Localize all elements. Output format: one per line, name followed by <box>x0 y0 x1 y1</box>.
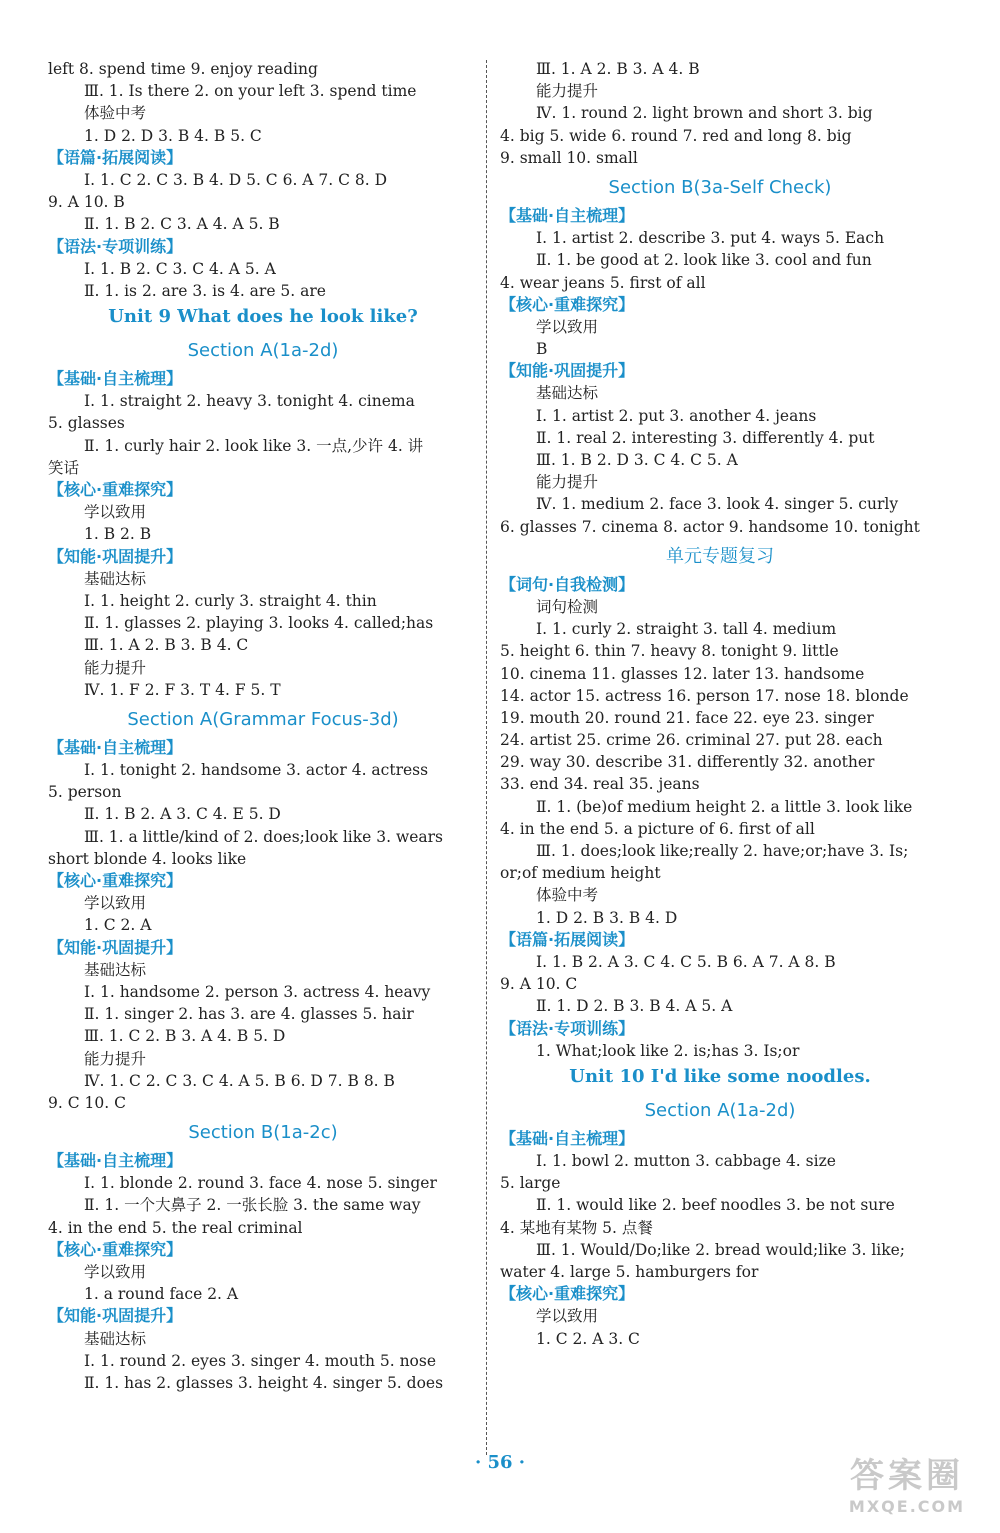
section-heading: Section B(3a-Self Check) <box>608 176 832 198</box>
answer-line: 29. way 30. describe 31. differently 32. another <box>500 753 875 772</box>
answer-line: Ⅱ. 1. (be)of medium height 2. a little 3. look like <box>536 797 913 816</box>
answer-line: Ⅰ. 1. B 2. C 3. C 4. A 5. A <box>84 259 276 278</box>
section-tag: 【语法·专项训练】 <box>500 1018 635 1038</box>
answer-line: Ⅲ. 1. A 2. B 3. B 4. C <box>84 636 249 655</box>
answer-line: 词句检测 <box>536 597 599 616</box>
answer-line: 1. C 2. A 3. C <box>536 1329 640 1348</box>
answer-line: 基础达标 <box>84 1329 147 1348</box>
answer-line: Ⅱ. 1. would like 2. beef noodles 3. be not sure <box>536 1196 895 1215</box>
section-tag: 【语法·专项训练】 <box>48 236 183 256</box>
answer-line: 19. mouth 20. round 21. face 22. eye 23. singer <box>500 708 874 727</box>
section-tag: 【基础·自主梳理】 <box>48 1151 183 1171</box>
answer-line: 学以致用 <box>536 317 599 336</box>
answer-line: 9. A 10. B <box>48 193 125 212</box>
watermark-logo-text: 答案圈 <box>850 1456 964 1496</box>
answer-line: 4. wear jeans 5. first of all <box>500 273 706 292</box>
answer-line: Ⅱ. 1. curly hair 2. look like 3. 一点,少许 4. 讲 <box>84 436 424 455</box>
section-heading: Section A(1a-2d) <box>644 1099 796 1121</box>
section-tag: 【知能·巩固提升】 <box>48 937 183 957</box>
answer-line: 9. small 10. small <box>500 148 638 167</box>
answer-line: 5. large <box>500 1174 561 1193</box>
section-heading: Section A(Grammar Focus-3d) <box>127 708 399 730</box>
answer-line: or;of medium height <box>500 864 661 883</box>
answer-line: 基础达标 <box>536 384 599 403</box>
column-divider <box>486 60 487 1455</box>
answer-line: Ⅳ. 1. F 2. F 3. T 4. F 5. T <box>84 680 281 699</box>
section-tag: 【核心·重难探究】 <box>500 1284 635 1304</box>
answer-line: Ⅱ. 1. D 2. B 3. B 4. A 5. A <box>536 997 733 1016</box>
section-tag: 【语篇·拓展阅读】 <box>500 929 635 949</box>
section-tag: 【基础·自主梳理】 <box>48 737 183 757</box>
answer-line: Ⅱ. 1. 一个大鼻子 2. 一张长脸 3. the same way <box>84 1196 421 1215</box>
answer-line: 4. in the end 5. a picture of 6. first of all <box>500 819 815 838</box>
answer-line: 4. 某地有某物 5. 点餐 <box>500 1218 653 1237</box>
answer-line: 学以致用 <box>84 894 147 913</box>
section-tag: 【核心·重难探究】 <box>500 294 635 314</box>
answer-line: 5. glasses <box>48 414 125 433</box>
answer-line: Ⅲ. 1. Is there 2. on your left 3. spend time <box>84 82 417 101</box>
answer-line: Ⅰ. 1. curly 2. straight 3. tall 4. medium <box>536 620 837 639</box>
answer-line: 5. height 6. thin 7. heavy 8. tonight 9. little <box>500 642 839 661</box>
answer-line: 5. person <box>48 783 122 802</box>
answer-line: Ⅰ. 1. artist 2. describe 3. put 4. ways 5. Each <box>536 229 885 248</box>
answer-line: B <box>536 340 548 359</box>
answer-line: 1. D 2. D 3. B 4. B 5. C <box>84 126 262 145</box>
answer-line: 14. actor 15. actress 16. person 17. nose 18. blonde <box>500 686 909 705</box>
answer-line: Ⅳ. 1. C 2. C 3. C 4. A 5. B 6. D 7. B 8. B <box>84 1071 395 1090</box>
section-tag: 【核心·重难探究】 <box>48 480 183 499</box>
answer-line: Ⅲ. 1. a little/kind of 2. does;look like 3. wears <box>84 827 444 846</box>
answer-line: 能力提升 <box>536 473 599 492</box>
section-heading: 单元专题复习 <box>666 545 774 567</box>
answer-line: 10. cinema 11. glasses 12. later 13. handsome <box>500 664 865 683</box>
answer-line: Ⅱ. 1. glasses 2. playing 3. looks 4. called;has <box>84 614 434 633</box>
answer-line: 能力提升 <box>536 82 599 101</box>
answer-line: short blonde 4. looks like <box>48 849 247 868</box>
answer-line: 6. glasses 7. cinema 8. actor 9. handsome 10. tonight <box>500 517 920 536</box>
answer-line: water 4. large 5. hamburgers for <box>500 1263 759 1281</box>
answer-line: 1. a round face 2. A <box>84 1285 239 1304</box>
answer-line: 能力提升 <box>84 658 147 677</box>
page-number: · 56 · <box>474 1452 526 1473</box>
answer-line: 1. What;look like 2. is;has 3. Is;or <box>536 1041 800 1060</box>
answer-line: Ⅲ. 1. A 2. B 3. A 4. B <box>536 60 700 78</box>
answer-line: Ⅰ. 1. round 2. eyes 3. singer 4. mouth 5. nose <box>84 1351 437 1370</box>
answer-line: Ⅰ. 1. C 2. C 3. B 4. D 5. C 6. A 7. C 8. D <box>84 170 388 189</box>
section-tag: 【基础·自主梳理】 <box>48 369 183 389</box>
answer-line: 1. B 2. B <box>84 525 152 544</box>
answer-line: Ⅰ. 1. blonde 2. round 3. face 4. nose 5. singer <box>84 1174 437 1193</box>
answer-line: Ⅱ. 1. be good at 2. look like 3. cool and fun <box>536 251 872 270</box>
answer-line: Ⅰ. 1. tonight 2. handsome 3. actor 4. actress <box>84 761 429 780</box>
answer-line: Ⅲ. 1. Would/Do;like 2. bread would;like 3. like; <box>536 1240 906 1259</box>
answer-line: Ⅰ. 1. height 2. curly 3. straight 4. thin <box>84 591 377 610</box>
answer-line: 基础达标 <box>84 960 147 979</box>
answer-line: Ⅳ. 1. round 2. light brown and short 3. big <box>536 104 873 123</box>
answer-line: Ⅰ. 1. bowl 2. mutton 3. cabbage 4. size <box>536 1152 836 1171</box>
answer-line: 学以致用 <box>84 503 147 522</box>
answer-line: 笑话 <box>48 458 80 477</box>
answer-line: Ⅱ. 1. B 2. C 3. A 4. A 5. B <box>84 215 280 234</box>
unit-title: Unit 10 I'd like some noodles. <box>569 1065 871 1087</box>
answer-line: 1. D 2. B 3. B 4. D <box>536 908 678 927</box>
section-tag: 【基础·自主梳理】 <box>500 205 635 225</box>
unit-title: Unit 9 What does he look like? <box>108 306 418 328</box>
answer-line: Ⅲ. 1. does;look like;really 2. have;or;have 3. Is; <box>536 842 909 860</box>
watermark-url: MXQE.COM <box>848 1497 966 1516</box>
answer-line: Ⅰ. 1. B 2. A 3. C 4. C 5. B 6. A 7. A 8. B <box>536 952 836 971</box>
section-tag: 【知能·巩固提升】 <box>48 546 183 566</box>
answer-line: 学以致用 <box>536 1307 599 1326</box>
answer-line: left 8. spend time 9. enjoy reading <box>48 60 318 78</box>
section-tag: 【语篇·拓展阅读】 <box>48 147 183 167</box>
answer-line: Ⅱ. 1. is 2. are 3. is 4. are 5. are <box>84 281 326 300</box>
answer-line: Ⅱ. 1. singer 2. has 3. are 4. glasses 5. hair <box>84 1005 414 1024</box>
answer-line: Ⅱ. 1. has 2. glasses 3. height 4. singer 5. does <box>84 1373 444 1392</box>
answer-line: 33. end 34. real 35. jeans <box>500 775 700 794</box>
section-tag: 【词句·自我检测】 <box>500 574 635 594</box>
answer-line: 体验中考 <box>536 886 599 905</box>
answer-line: 学以致用 <box>84 1263 147 1281</box>
answer-line: 基础达标 <box>84 569 147 588</box>
answer-line: 9. C 10. C <box>48 1093 126 1112</box>
section-tag: 【知能·巩固提升】 <box>500 361 635 381</box>
section-tag: 【基础·自主梳理】 <box>500 1128 635 1148</box>
answer-line: Ⅰ. 1. handsome 2. person 3. actress 4. heavy <box>84 982 431 1001</box>
answer-line: Ⅳ. 1. medium 2. face 3. look 4. singer 5. curly <box>536 495 899 514</box>
answer-line: 能力提升 <box>84 1049 147 1068</box>
answer-line: 24. artist 25. crime 26. criminal 27. put 28. each <box>500 731 883 750</box>
answer-line: 4. big 5. wide 6. round 7. red and long 8. big <box>500 126 852 145</box>
watermark-logo <box>832 1455 982 1525</box>
answer-line: 9. A 10. C <box>500 975 578 994</box>
answer-line: Ⅲ. 1. C 2. B 3. A 4. B 5. D <box>84 1027 286 1046</box>
answer-line: 1. C 2. A <box>84 916 152 935</box>
right-column <box>500 58 940 1350</box>
section-tag: 【知能·巩固提升】 <box>48 1306 183 1326</box>
section-heading: Section A(1a-2d) <box>187 340 339 362</box>
answer-line: Ⅰ. 1. straight 2. heavy 3. tonight 4. cinema <box>84 392 415 411</box>
answer-line: 4. in the end 5. the real criminal <box>48 1218 303 1237</box>
left-column <box>48 58 478 1394</box>
section-tag: 【核心·重难探究】 <box>48 871 183 890</box>
answer-line: 体验中考 <box>84 104 147 123</box>
answer-line: Ⅲ. 1. B 2. D 3. C 4. C 5. A <box>536 451 738 469</box>
section-tag: 【核心·重难探究】 <box>48 1239 183 1259</box>
answer-line: Ⅰ. 1. artist 2. put 3. another 4. jeans <box>536 406 817 425</box>
section-heading: Section B(1a-2c) <box>188 1122 338 1144</box>
answer-line: Ⅱ. 1. B 2. A 3. C 4. E 5. D <box>84 805 281 824</box>
answer-line: Ⅱ. 1. real 2. interesting 3. differently 4. put <box>536 428 875 447</box>
